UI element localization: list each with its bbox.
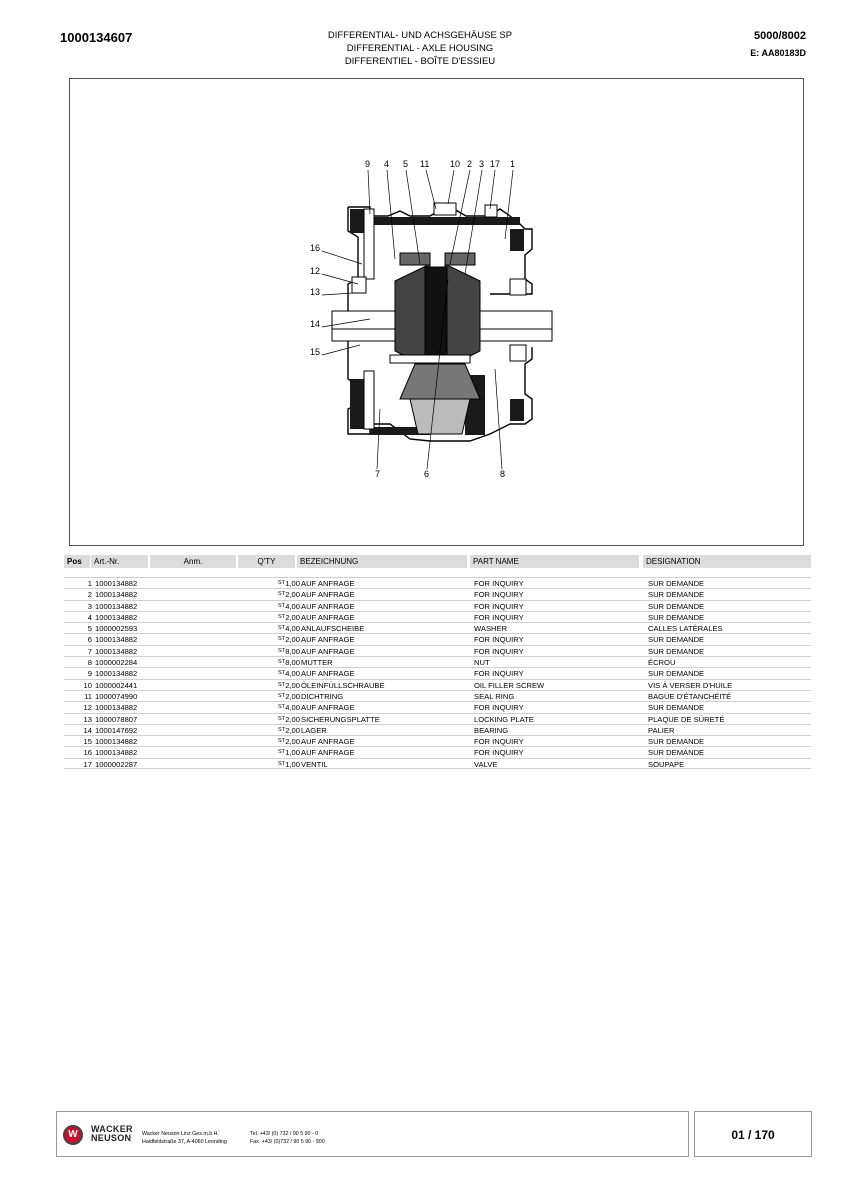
- row-quantity: 2,00: [285, 714, 300, 724]
- callout-8: 8: [500, 469, 506, 479]
- row-name-french: SUR DEMANDE: [648, 646, 705, 656]
- row-name-english: FOR INQUIRY: [474, 579, 524, 588]
- row-quantity: 4,00: [285, 669, 300, 679]
- header-qty: Q'TY: [238, 555, 295, 568]
- row-name-french: SUR DEMANDE: [648, 612, 705, 622]
- row-pos: 15: [83, 737, 92, 747]
- row-name-english: FOR INQUIRY: [474, 646, 524, 656]
- row-article-number: 1000002441: [95, 680, 138, 690]
- row-name-french: SUR DEMANDE: [648, 737, 705, 747]
- row-article-number: 1000134882: [95, 669, 138, 679]
- callout-6: 6: [424, 469, 430, 479]
- row-name-french: VIS À VERSER D'HUILE: [648, 680, 733, 690]
- row-article-number: 1000134882: [95, 579, 138, 588]
- row-name-german: AUF ANFRAGE: [301, 737, 355, 747]
- header-english: PART NAME: [470, 555, 639, 568]
- row-quantity: 4,00: [285, 624, 300, 634]
- row-article-number: 1000134882: [95, 703, 138, 713]
- row-quantity: 1,00: [285, 759, 300, 769]
- row-quantity: 2,00: [285, 691, 300, 701]
- row-name-french: SUR DEMANDE: [648, 635, 705, 645]
- row-pos: 11: [84, 691, 92, 701]
- row-name-english: FOR INQUIRY: [474, 669, 524, 679]
- row-article-number: 1000134882: [95, 612, 138, 622]
- company-address: Wacker Neuson Linz Ges.m.b.H. Haidfeldstraße 37, A-4060 Leonding: [142, 1131, 227, 1145]
- row-name-german: AUF ANFRAGE: [301, 703, 355, 713]
- row-name-french: ÉCROU: [648, 658, 676, 668]
- row-name-german: DICHTRING: [301, 691, 344, 701]
- table-row: [64, 713, 811, 724]
- table-row: [64, 600, 811, 611]
- table-row: [64, 588, 811, 599]
- document-title: [260, 29, 580, 68]
- callout-12: 12: [310, 266, 321, 276]
- header-article: Art.-Nr.: [91, 555, 148, 568]
- row-pos: 2: [87, 590, 92, 600]
- table-row: [64, 690, 811, 701]
- row-unit: ST: [278, 726, 286, 733]
- row-name-german: AUF ANFRAGE: [301, 669, 355, 679]
- row-name-french: SUR DEMANDE: [648, 601, 705, 611]
- row-name-english: OIL FILLER SCREW: [474, 680, 545, 690]
- row-article-number: 1000134882: [95, 601, 138, 611]
- table-row: [64, 645, 811, 656]
- row-article-number: 1000134882: [95, 635, 138, 645]
- table-row: [64, 577, 811, 588]
- row-quantity: 2,00: [285, 612, 300, 622]
- row-quantity: 4,00: [285, 703, 300, 713]
- differential-cross-section-drawing: [70, 79, 805, 547]
- row-name-english: FOR INQUIRY: [474, 601, 524, 611]
- row-name-french: PALIER: [648, 725, 675, 735]
- row-quantity: 1,00: [285, 748, 300, 758]
- row-unit: ST: [278, 749, 286, 756]
- page-number: 01 / 170: [694, 1111, 812, 1157]
- table-row: [64, 633, 811, 644]
- row-unit: ST: [278, 613, 286, 620]
- row-article-number: 1000134882: [95, 646, 138, 656]
- table-row: [64, 622, 811, 633]
- row-name-french: CALLES LATÉRALES: [648, 624, 723, 634]
- table-row: [64, 701, 811, 712]
- table-row: [64, 667, 811, 678]
- row-name-french: SUR DEMANDE: [648, 703, 705, 713]
- row-name-german: AUF ANFRAGE: [301, 646, 355, 656]
- document-reference: [750, 30, 806, 58]
- row-name-german: AUF ANFRAGE: [301, 601, 355, 611]
- table-row: [64, 611, 811, 622]
- row-quantity: 2,00: [285, 737, 300, 747]
- document-number: 5000/8002: [754, 30, 806, 42]
- row-unit: ST: [278, 704, 286, 711]
- row-name-english: FOR INQUIRY: [474, 737, 524, 747]
- row-unit: ST: [278, 738, 286, 745]
- callout-15: 15: [310, 347, 321, 357]
- row-quantity: 4,00: [285, 601, 300, 611]
- row-unit: ST: [278, 760, 286, 767]
- row-unit: ST: [278, 692, 286, 699]
- row-pos: 17: [83, 759, 92, 769]
- row-name-english: NUT: [474, 658, 490, 668]
- row-pos: 6: [87, 635, 92, 645]
- table-row: [64, 679, 811, 690]
- edition-code: E: AA80183D: [750, 48, 806, 58]
- row-name-english: FOR INQUIRY: [474, 635, 524, 645]
- row-quantity: 2,00: [285, 680, 300, 690]
- row-pos: 7: [87, 646, 92, 656]
- table-row: [64, 656, 811, 667]
- header-german: BEZEICHNUNG: [297, 555, 467, 568]
- row-name-german: ANLAUFSCHEIBE: [301, 624, 365, 634]
- callout-11: 11: [420, 159, 430, 169]
- row-name-english: BEARING: [474, 725, 509, 735]
- callout-2: 2: [467, 159, 473, 169]
- row-pos: 12: [83, 703, 92, 713]
- wacker-neuson-logo-icon: W: [63, 1125, 83, 1145]
- row-article-number: 1000147692: [95, 725, 138, 735]
- row-name-english: FOR INQUIRY: [474, 703, 524, 713]
- row-name-german: AUF ANFRAGE: [301, 612, 355, 622]
- row-quantity: 8,00: [285, 658, 300, 668]
- callout-5: 5: [403, 159, 409, 169]
- row-pos: 14: [83, 725, 92, 735]
- company-contact: Tel. +43/ (0) 732 / 90 5 90 - 0 Fax. +43/ (0)732 / 90 5 90 - 900: [250, 1131, 325, 1145]
- row-name-french: SUR DEMANDE: [648, 590, 705, 600]
- header-pos: Pos: [64, 555, 90, 568]
- header-french: DESIGNATION: [643, 555, 811, 568]
- callout-10: 10: [450, 159, 461, 169]
- row-pos: 3: [87, 601, 92, 611]
- row-unit: ST: [278, 636, 286, 643]
- row-name-english: LOCKING PLATE: [474, 714, 534, 724]
- row-name-english: WASHER: [474, 624, 508, 634]
- row-unit: ST: [278, 659, 286, 666]
- row-name-german: MUTTER: [301, 658, 333, 668]
- row-unit: ST: [278, 602, 286, 609]
- parts-table-header: [64, 555, 811, 568]
- callout-13: 13: [310, 287, 321, 297]
- row-quantity: 2,00: [285, 635, 300, 645]
- row-name-french: PLAQUE DE SÛRETÉ: [648, 714, 725, 724]
- article-number: 1000134607: [60, 30, 133, 45]
- row-unit: ST: [278, 591, 286, 598]
- row-pos: 5: [87, 624, 92, 634]
- row-unit: ST: [278, 580, 286, 586]
- row-article-number: 1000134882: [95, 590, 138, 600]
- title-french: DIFFERENTIEL - BOÎTE D'ESSIEU: [344, 56, 496, 67]
- row-unit: ST: [278, 647, 286, 654]
- row-name-german: AUF ANFRAGE: [301, 579, 355, 588]
- callout-4: 4: [384, 159, 390, 169]
- row-article-number: 1000134882: [95, 737, 138, 747]
- row-name-english: FOR INQUIRY: [474, 612, 524, 622]
- row-name-english: VALVE: [474, 759, 498, 769]
- callout-14: 14: [310, 319, 321, 329]
- exploded-drawing-frame: [69, 78, 804, 546]
- row-name-german: AUF ANFRAGE: [301, 635, 355, 645]
- row-unit: ST: [278, 625, 286, 632]
- row-name-french: SUR DEMANDE: [648, 579, 705, 588]
- row-article-number: 1000002284: [95, 658, 138, 668]
- row-pos: 9: [87, 669, 92, 679]
- row-name-english: FOR INQUIRY: [474, 590, 524, 600]
- table-row: [64, 758, 811, 769]
- row-pos: 4: [87, 612, 92, 622]
- parts-table-body: [64, 577, 811, 769]
- row-quantity: 8,00: [285, 646, 300, 656]
- row-name-english: FOR INQUIRY: [474, 748, 524, 758]
- table-row: [64, 724, 811, 735]
- callout-3: 3: [479, 159, 485, 169]
- row-name-french: SUR DEMANDE: [648, 669, 705, 679]
- row-pos: 16: [83, 748, 92, 758]
- footer: [56, 1111, 689, 1157]
- row-article-number: 1000002287: [95, 759, 138, 769]
- row-name-french: BAGUE D'ÉTANCHÉITÉ: [648, 691, 732, 701]
- row-name-french: SUR DEMANDE: [648, 748, 705, 758]
- table-row: [64, 735, 811, 746]
- row-name-german: ÖLEINFÜLLSCHRAUBE: [301, 680, 385, 690]
- row-name-german: SICHERUNGSPLATTE: [301, 714, 380, 724]
- row-quantity: 2,00: [285, 725, 300, 735]
- callout-16: 16: [310, 243, 321, 253]
- row-pos: 10: [83, 680, 92, 690]
- row-unit: ST: [278, 670, 286, 677]
- row-pos: 8: [87, 658, 92, 668]
- callout-9: 9: [365, 159, 371, 169]
- row-name-german: AUF ANFRAGE: [301, 748, 355, 758]
- row-quantity: 1,00: [285, 579, 300, 588]
- row-article-number: 1000074990: [95, 691, 138, 701]
- header-remark: Anm.: [150, 555, 236, 568]
- table-row: [64, 746, 811, 757]
- callout-17: 17: [490, 159, 501, 169]
- row-article-number: 1000134882: [95, 748, 138, 758]
- row-unit: ST: [278, 681, 286, 688]
- row-article-number: 1000078807: [95, 714, 138, 724]
- row-unit: ST: [278, 715, 286, 722]
- row-pos: 1: [87, 579, 92, 588]
- title-german: DIFFERENTIAL- UND ACHSGEHÄUSE SP: [327, 30, 513, 41]
- row-quantity: 2,00: [285, 590, 300, 600]
- row-name-french: SOUPAPE: [648, 759, 685, 769]
- brand-logo-text: WACKER NEUSON: [91, 1124, 133, 1143]
- callout-1: 1: [510, 159, 516, 169]
- row-pos: 13: [83, 714, 92, 724]
- row-article-number: 1000002593: [95, 624, 138, 634]
- row-name-german: LAGER: [301, 725, 327, 735]
- callout-7: 7: [375, 469, 381, 479]
- row-name-german: VENTIL: [301, 759, 328, 769]
- row-name-german: AUF ANFRAGE: [301, 590, 355, 600]
- title-english: DIFFERENTIAL - AXLE HOUSING: [346, 43, 494, 54]
- row-name-english: SEAL RING: [474, 691, 515, 701]
